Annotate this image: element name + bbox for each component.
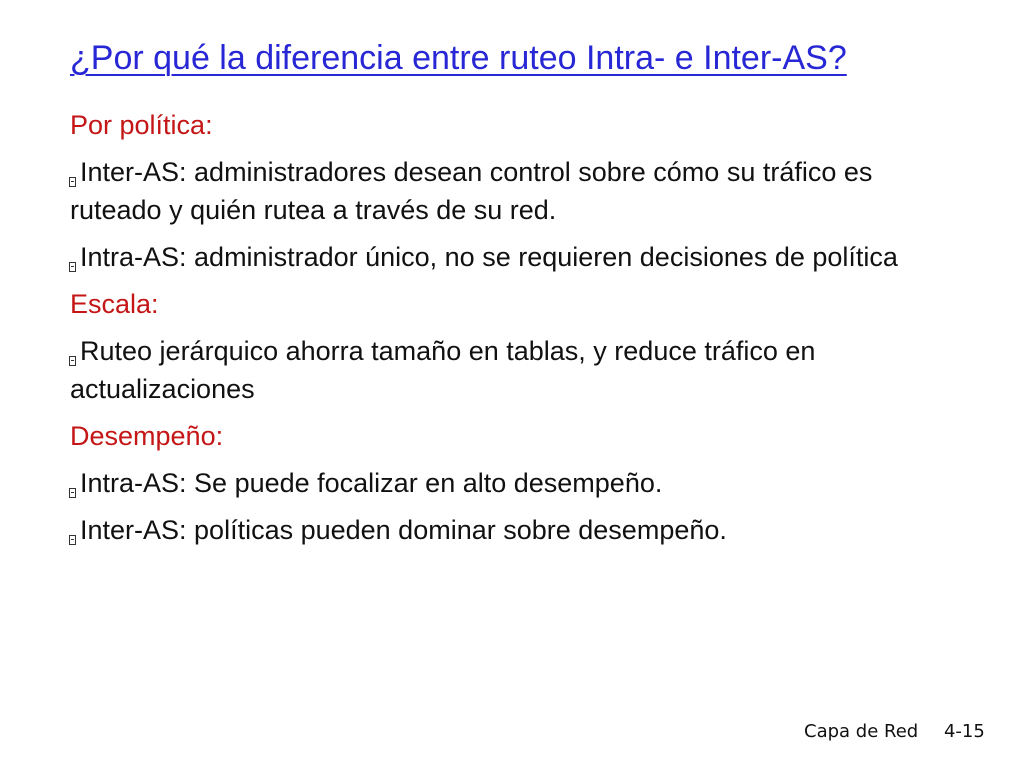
footer-chapter: Capa de Red [804, 721, 919, 742]
slide-content [70, 106, 970, 558]
scale-bullet-hierarchical-routing-text: Ruteo jerárquico ahorra tamaño en tablas, y reduce tráfico en actualizaciones [70, 336, 816, 404]
missing-glyph-bullet-icon [69, 488, 76, 498]
missing-glyph-bullet-icon [69, 262, 76, 272]
slide-title: ¿Por qué la diferencia entre ruteo Intra- e Inter-AS? [70, 39, 847, 77]
scale-bullet-hierarchical-routing [70, 332, 970, 408]
policy-bullet-inter-as [70, 153, 970, 229]
performance-section [70, 417, 970, 549]
performance-heading: Desempeño: [70, 421, 224, 451]
scale-section [70, 285, 970, 408]
slide-footer [804, 720, 984, 744]
policy-heading: Por política: [70, 110, 213, 140]
missing-glyph-bullet-icon [69, 177, 76, 187]
performance-bullet-intra-as-text: Intra-AS: Se puede focalizar en alto desempeño. [80, 468, 663, 498]
policy-section [70, 106, 970, 276]
missing-glyph-bullet-icon [69, 356, 76, 366]
performance-bullet-intra-as [70, 464, 970, 502]
policy-bullet-intra-as [70, 238, 970, 276]
performance-bullet-inter-as [70, 511, 970, 549]
missing-glyph-bullet-icon [69, 535, 76, 545]
performance-bullet-inter-as-text: Inter-AS: políticas pueden dominar sobre desempeño. [80, 515, 727, 545]
policy-bullet-intra-as-text: Intra-AS: administrador único, no se requieren decisiones de política [80, 242, 898, 272]
footer-page-number: 4-15 [943, 721, 985, 742]
scale-heading: Escala: [70, 289, 159, 319]
policy-bullet-inter-as-text: Inter-AS: administradores desean control sobre cómo su tráfico es ruteado y quién rutea a través de su red. [70, 157, 873, 225]
